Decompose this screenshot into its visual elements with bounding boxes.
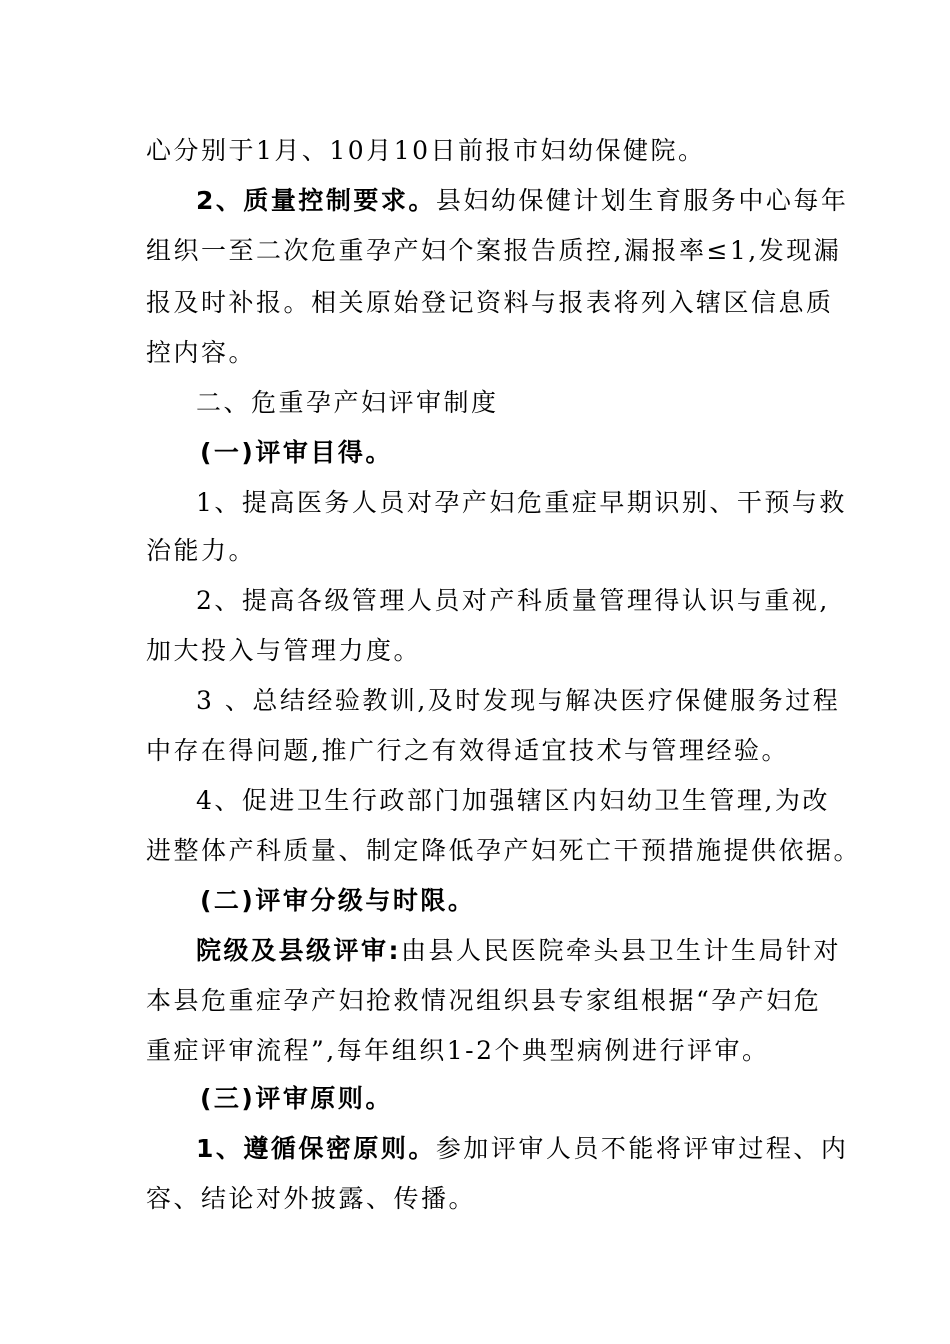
heading-text: (三)评审原则。	[200, 1084, 393, 1113]
text-line: 进整体产科质量、制定降低孕产妇死亡干预措施提供依据。	[146, 836, 862, 865]
text-line: 心分别于1月、10月10日前报市妇幼保健院。	[146, 136, 706, 165]
list-item-line	[0, 784, 950, 818]
text-line: 参加评审人员不能将评审过程、内	[435, 1134, 849, 1163]
section-heading	[0, 386, 950, 420]
text-line: 2、提高各级管理人员对产科质量管理得认识与重视,	[196, 586, 830, 615]
paragraph-line	[0, 286, 950, 320]
text-line: 组织一至二次危重孕产妇个案报告质控,漏报率≤1,发现漏	[146, 236, 842, 265]
list-item-line	[0, 734, 950, 768]
text-line: 3 、总结经验教训,及时发现与解决医疗保健服务过程	[196, 686, 841, 715]
paragraph-line	[0, 1182, 950, 1216]
list-item-line	[0, 584, 950, 618]
text-line: 容、结论对外披露、传播。	[146, 1184, 477, 1213]
text-line: 治能力。	[146, 536, 257, 565]
paragraph-line	[0, 234, 950, 268]
text-line: 加大投入与管理力度。	[146, 636, 422, 665]
text-line: 由县人民医院牵头县卫生计生局针对	[401, 936, 842, 965]
bold-lead: 2、质量控制要求。	[196, 186, 436, 215]
paragraph-line	[0, 336, 950, 370]
text-line: 报及时补报。相关原始登记资料与报表将列入辖区信息质	[146, 288, 834, 317]
text-line: 本县危重症孕产妇抢救情况组织县专家组根据“孕产妇危	[146, 986, 822, 1015]
text-line: 1、提高医务人员对孕产妇危重症早期识别、干预与救	[196, 488, 847, 517]
text-line: 县妇幼保健计划生育服务中心每年	[435, 186, 849, 215]
list-item-line	[0, 684, 950, 718]
subsection-heading	[0, 1082, 950, 1116]
paragraph-line	[0, 134, 950, 168]
list-item-line	[0, 534, 950, 568]
text-line: 控内容。	[146, 338, 257, 367]
subsection-heading	[0, 884, 950, 918]
text-line: 中存在得问题,推广行之有效得适宜技术与管理经验。	[146, 736, 789, 765]
bold-lead: 1、遵循保密原则。	[196, 1134, 436, 1163]
subsection-heading	[0, 436, 950, 470]
paragraph-line	[0, 934, 950, 968]
text-line: 4、促进卫生行政部门加强辖区内妇幼卫生管理,为改	[196, 786, 830, 815]
paragraph-line	[0, 984, 950, 1018]
paragraph-line	[0, 184, 950, 218]
list-item-line	[0, 486, 950, 520]
list-item-line	[0, 634, 950, 668]
bold-lead: 院级及县级评审:	[196, 936, 401, 965]
heading-text: (二)评审分级与时限。	[200, 886, 476, 915]
text-line: 重症评审流程”,每年组织1-2个典型病例进行评审。	[146, 1036, 770, 1065]
heading-text: (一)评审目得。	[200, 438, 393, 467]
paragraph-line	[0, 1132, 950, 1166]
paragraph-line	[0, 1034, 950, 1068]
heading-text: 二、危重孕产妇评审制度	[196, 388, 499, 417]
list-item-line	[0, 834, 950, 868]
